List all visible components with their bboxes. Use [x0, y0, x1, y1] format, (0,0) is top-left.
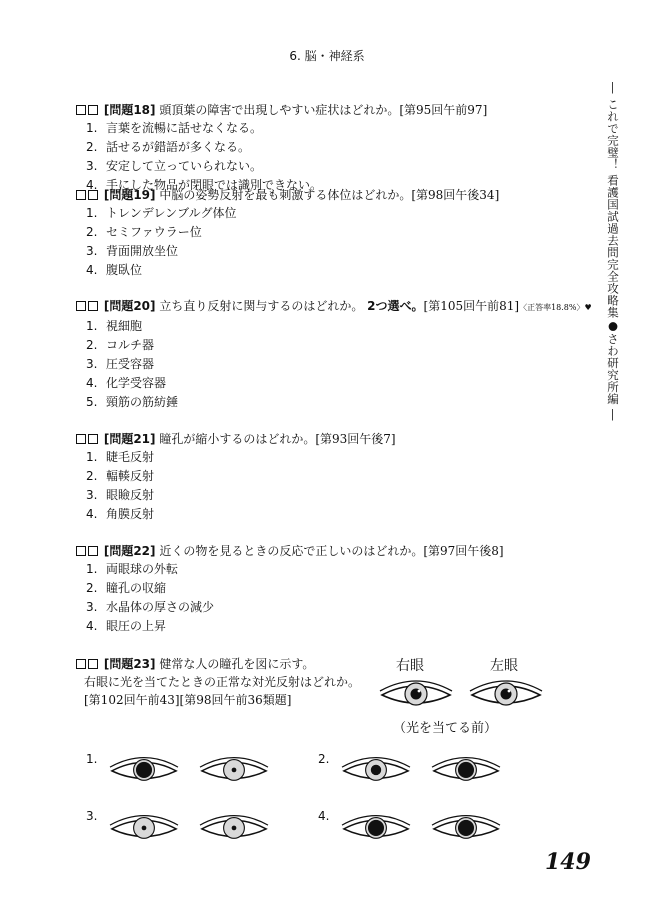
list-item: 2. コルチ器 — [86, 338, 155, 352]
question-header — [76, 186, 499, 204]
list-item: 4. 角膜反射 — [86, 507, 155, 521]
question-text-line2: 右眼に光を当てたときの正常な対光反射はどれか。 — [84, 675, 361, 689]
checkbox-icon[interactable] — [88, 105, 98, 115]
right-eye-label: 右眼 — [396, 658, 424, 674]
question-text: 瞳孔が縮小するのはどれか。 — [159, 432, 316, 446]
question-label: [問題22] — [103, 544, 156, 558]
list-item: 2. 輻輳反射 — [86, 469, 155, 483]
pupil — [458, 820, 474, 836]
question-label: [問題20] — [103, 299, 156, 313]
answer-option-number: 3. — [86, 809, 98, 823]
question-20 — [76, 297, 592, 412]
checkbox-icon[interactable] — [76, 434, 86, 444]
question-emphasis: 2つ選べ。 — [367, 299, 424, 313]
list-item: 4. 腹臥位 — [86, 263, 143, 277]
eye-illustration-option2-left — [428, 752, 504, 786]
checkbox-icon[interactable] — [76, 105, 86, 115]
question-label: [問題18] — [103, 103, 156, 117]
left-eye-label: 左眼 — [490, 658, 518, 674]
question-header — [76, 655, 360, 673]
pupil — [458, 762, 474, 778]
option-list — [76, 204, 499, 280]
question-text: 頭頂葉の障害で出現しやすい症状はどれか。 — [159, 103, 400, 117]
question-source: [第97回午後8] — [423, 544, 504, 558]
question-source: [第95回午前97] — [399, 103, 488, 117]
question-23 — [76, 655, 360, 709]
list-item: 1. 言葉を流暢に話せなくなる。 — [86, 121, 263, 135]
answer-option-number: 2. — [318, 752, 330, 766]
list-item: 1. 両眼球の外転 — [86, 562, 179, 576]
question-header — [76, 101, 487, 119]
list-item: 1. トレンデレンブルグ体位 — [86, 206, 237, 220]
eye-illustration-reference-right — [376, 675, 456, 711]
eye-illustration-reference-left — [466, 675, 546, 711]
pupil — [142, 826, 147, 831]
question-header — [76, 297, 592, 317]
answer-option-number: 4. — [318, 809, 330, 823]
pupil-highlight — [508, 690, 511, 693]
question-source: [第98回午後34] — [411, 188, 500, 202]
list-item: 5. 頸筋の筋紡錘 — [86, 395, 179, 409]
question-19 — [76, 186, 499, 280]
eye-illustration-option1-left — [196, 752, 272, 786]
option-list — [76, 317, 592, 412]
eye-illustration-option3-left — [196, 810, 272, 844]
question-label: [問題21] — [103, 432, 156, 446]
question-label: [問題23] — [103, 657, 156, 671]
checkbox-icon[interactable] — [88, 659, 98, 669]
checkbox-icon[interactable] — [88, 546, 98, 556]
checkbox-icon[interactable] — [76, 301, 86, 311]
list-item: 2. セミファウラー位 — [86, 225, 202, 239]
question-source: [第102回午前43][第98回午前36類題] — [84, 693, 292, 707]
list-item: 4. 眼圧の上昇 — [86, 619, 167, 633]
list-item: 4. 手にした物品が閉眼では識別できない。 — [86, 178, 323, 192]
question-text: 健常な人の瞳孔を図に示す。 — [159, 657, 315, 671]
pupil — [232, 826, 237, 831]
checkbox-icon[interactable] — [76, 659, 86, 669]
option-list — [76, 560, 504, 636]
question-22 — [76, 542, 504, 636]
checkbox-icon[interactable] — [88, 190, 98, 200]
list-item: 3. 圧受容器 — [86, 357, 155, 371]
question-21 — [76, 430, 396, 524]
question-header — [76, 430, 396, 448]
list-item: 1. 睫毛反射 — [86, 450, 155, 464]
list-item: 2. 瞳孔の収縮 — [86, 581, 167, 595]
checkbox-icon[interactable] — [88, 301, 98, 311]
option-list — [76, 448, 396, 524]
page-number: 149 — [545, 849, 591, 875]
checkbox-icon[interactable] — [76, 546, 86, 556]
question-18 — [76, 101, 487, 195]
chapter-title: 6. 脳・神経系 — [289, 49, 365, 63]
list-item: 4. 化学受容器 — [86, 376, 167, 390]
question-text: 中脳の姿勢反射を最も刺激する体位はどれか。 — [159, 188, 412, 202]
list-item: 3. 水晶体の厚さの減少 — [86, 600, 215, 614]
list-item: 2. 話せるが錯語が多くなる。 — [86, 140, 251, 154]
list-item: 3. 安定して立っていられない。 — [86, 159, 263, 173]
checkbox-icon[interactable] — [76, 190, 86, 200]
question-header — [76, 542, 504, 560]
option-list — [76, 119, 487, 195]
pupil — [371, 765, 381, 775]
accuracy-note: 〈正答率18.8%〉♥ — [519, 303, 592, 312]
pupil — [136, 762, 152, 778]
sidebar-book-title: ― これで完璧！ 看護国試過去問完全攻略集●さわ研究所編 ― — [606, 82, 620, 421]
checkbox-icon[interactable] — [88, 434, 98, 444]
figure-caption: （光を当てる前） — [393, 721, 498, 736]
eye-illustration-option2-right — [338, 752, 414, 786]
question-label: [問題19] — [103, 188, 156, 202]
eye-illustration-option1-right — [106, 752, 182, 786]
eye-illustration-option3-right — [106, 810, 182, 844]
question-source: [第93回午後7] — [315, 432, 396, 446]
answer-option-number: 1. — [86, 752, 98, 766]
pupil — [368, 820, 384, 836]
eye-illustration-option4-left — [428, 810, 504, 844]
question-source: [第105回午前81] — [423, 299, 520, 313]
eye-illustration-option4-right — [338, 810, 414, 844]
pupil — [232, 768, 237, 773]
pupil-highlight — [418, 690, 421, 693]
list-item: 3. 背面開放坐位 — [86, 244, 179, 258]
question-text: 立ち直り反射に関与するのはどれか。 — [159, 299, 364, 313]
list-item: 1. 視細胞 — [86, 319, 143, 333]
question-text: 近くの物を見るときの反応で正しいのはどれか。 — [159, 544, 424, 558]
list-item: 3. 眼瞼反射 — [86, 488, 155, 502]
